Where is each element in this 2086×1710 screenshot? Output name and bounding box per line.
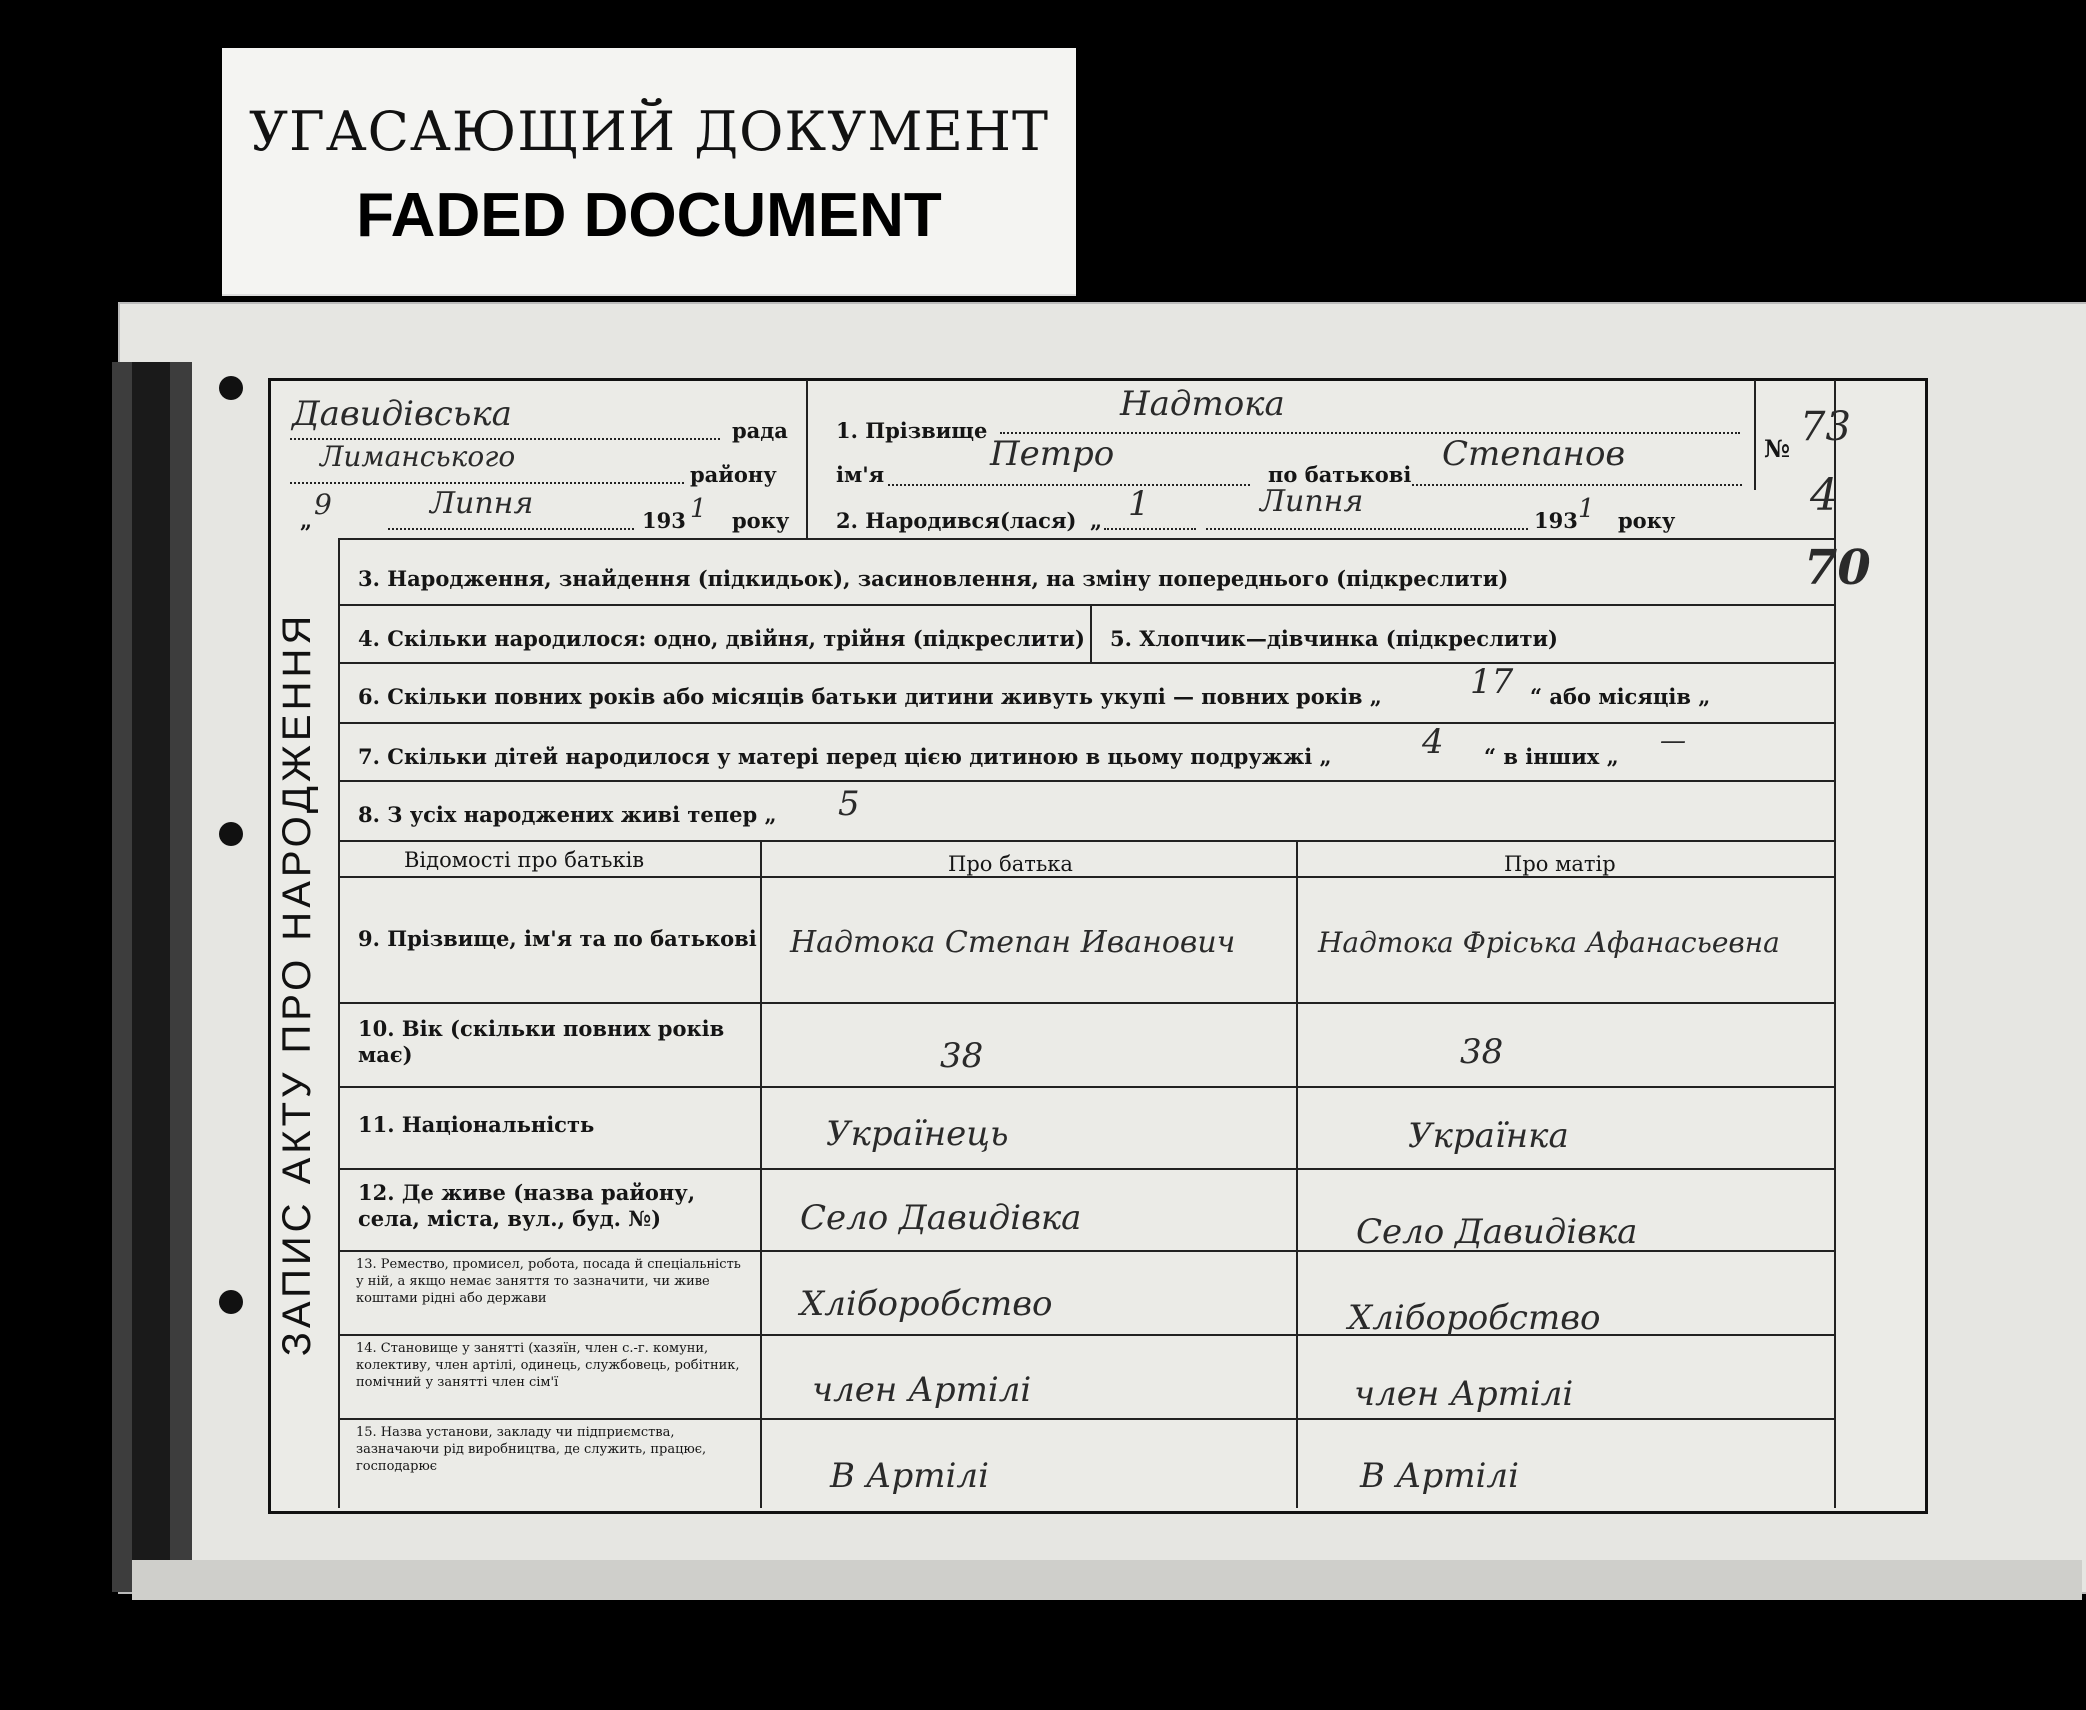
surname-value: Надтока xyxy=(1120,384,1285,424)
number-extra-2: 70 xyxy=(1804,540,1871,596)
month-value: Липня xyxy=(430,486,534,521)
side-title: ЗАПИС АКТУ ПРО НАРОДЖЕННЯ xyxy=(275,611,319,1357)
row-6-tail: “ або місяців „ xyxy=(1530,684,1711,709)
born-label: 2. Народився(лася) xyxy=(836,508,1077,533)
father-residence: Село Давидівка xyxy=(800,1198,1082,1238)
rayon-label: району xyxy=(690,462,777,487)
row-8-text: 8. З усіх народжених живі тепер „ xyxy=(358,802,777,827)
table-col-line xyxy=(1296,840,1298,1508)
born-day: 1 xyxy=(1128,484,1150,524)
table-row-label: 15. Назва установи, закладу чи підприємства, зазначаючи рід виробництва, де служить, працює, господарює xyxy=(356,1425,707,1474)
born-year-digit: 1 xyxy=(1578,494,1595,524)
side-column-line xyxy=(338,538,340,1508)
mother-name: Надтока Фріська Афанасьевна xyxy=(1318,926,1780,959)
patronymic-value: Степанов xyxy=(1442,434,1626,474)
table-row-label: 14. Становище у занятті (хазяїн, член с.-г. комуни, колективу, член артілі, одинець, службовець, робітник, помічний у занятті член сім'ї xyxy=(356,1341,740,1390)
year-prefix: 193 xyxy=(642,508,686,533)
card-spine-edge xyxy=(132,362,170,1592)
row-7-tail-value: — xyxy=(1660,726,1686,756)
table-header-father: Про батька xyxy=(948,852,1073,876)
roku-label: року xyxy=(732,508,790,533)
label-line-russian: УГАСАЮЩИЙ ДОКУМЕНТ xyxy=(248,100,1050,163)
name-line xyxy=(888,484,1250,486)
punch-hole xyxy=(219,376,243,400)
father-nationality: Українець xyxy=(826,1114,1009,1154)
number-value: 73 xyxy=(1800,404,1851,450)
father-workplace: В Артілі xyxy=(830,1456,989,1496)
table-row-line xyxy=(340,1168,1836,1170)
father-age: 38 xyxy=(940,1036,984,1076)
name-value: Петро xyxy=(990,434,1115,474)
row-line xyxy=(340,662,1836,664)
surname-label: 1. Прізвище xyxy=(836,418,988,443)
row-7-text: 7. Скільки дітей народилося у матері перед цією дитиною в цьому подружжі „ xyxy=(358,744,1332,769)
father-occupation: Хліборобство xyxy=(800,1284,1053,1324)
rayon-line xyxy=(290,482,684,484)
table-header-mother: Про матір xyxy=(1504,852,1616,876)
mother-residence: Село Давидівка xyxy=(1356,1212,1638,1252)
father-name: Надтока Степан Иванович xyxy=(790,925,1236,960)
born-month: Липня xyxy=(1260,484,1364,519)
number-box-line xyxy=(1754,380,1756,490)
table-row-line xyxy=(340,1086,1836,1088)
row-line xyxy=(340,722,1836,724)
table-row-label: 12. Де живе (назва району, села, міста, вул., буд. №) xyxy=(358,1180,696,1231)
date-quote: „ xyxy=(300,508,313,533)
table-row-label: 11. Національність xyxy=(358,1112,595,1137)
row-line xyxy=(340,780,1836,782)
day-value: 9 xyxy=(314,488,332,521)
punch-hole xyxy=(219,822,243,846)
mother-nationality: Українка xyxy=(1408,1116,1569,1156)
row-4-text: 4. Скільки народилося: одно, двійня, трійня (підкреслити) xyxy=(358,626,1085,651)
table-row-label: 13. Ремество, промисел, робота, посада й спеціальність у ній, а якщо немає заняття то зазначити, чи живе коштами рідні або держави xyxy=(356,1257,741,1306)
born-month-line xyxy=(1206,528,1528,530)
father-position: член Артілі xyxy=(812,1370,1032,1410)
row-line xyxy=(340,840,1836,842)
table-row-line xyxy=(340,1334,1836,1336)
table-row-label: 9. Прізвище, ім'я та по батькові xyxy=(358,926,757,951)
mother-position: член Артілі xyxy=(1354,1374,1574,1414)
row-8-value: 5 xyxy=(838,784,860,824)
table-row-line xyxy=(340,1002,1836,1004)
header-divider xyxy=(806,380,808,540)
month-line xyxy=(388,528,634,530)
number-extra-1: 4 xyxy=(1810,470,1838,521)
card-bottom-edge xyxy=(132,1560,2082,1600)
mother-occupation: Хліборобство xyxy=(1348,1298,1601,1338)
rada-value: Давидівська xyxy=(292,394,512,434)
mother-age: 38 xyxy=(1460,1032,1504,1072)
rayon-value: Лиманського xyxy=(320,440,516,473)
header-bottom-line xyxy=(340,538,1836,540)
faded-document-label xyxy=(222,48,1076,296)
row-7-value: 4 xyxy=(1422,722,1444,762)
mother-workplace: В Артілі xyxy=(1360,1456,1519,1496)
born-roku: року xyxy=(1618,508,1676,533)
table-col-line xyxy=(760,840,762,1508)
born-day-line xyxy=(1104,528,1196,530)
punch-hole xyxy=(219,1290,243,1314)
row4-divider xyxy=(1090,604,1092,664)
name-label: ім'я xyxy=(836,462,885,487)
row-line xyxy=(340,876,1836,878)
table-row-line xyxy=(340,1418,1836,1420)
born-quote: „ xyxy=(1090,508,1103,533)
table-header-info: Відомості про батьків xyxy=(404,848,645,872)
patronymic-label: по батькові xyxy=(1268,462,1412,487)
row-line xyxy=(340,604,1836,606)
row-7-tail: “ в інших „ xyxy=(1484,744,1619,769)
label-line-english: FADED DOCUMENT xyxy=(356,181,942,250)
table-row-label: 10. Вік (скільки повних років має) xyxy=(358,1016,725,1067)
row-6-value: 17 xyxy=(1470,662,1514,702)
number-label: № xyxy=(1764,434,1791,463)
row-3-text: 3. Народження, знайдення (підкидьок), засиновлення, на зміну попереднього (підкреслити) xyxy=(358,566,1509,591)
born-year-prefix: 193 xyxy=(1534,508,1578,533)
rada-label: рада xyxy=(732,418,788,443)
patronymic-line xyxy=(1412,484,1742,486)
row-6-text: 6. Скільки повних років або місяців батьки дитини живуть укупі — повних років „ xyxy=(358,684,1382,709)
row-5-text: 5. Хлопчик—дівчинка (підкреслити) xyxy=(1110,626,1558,651)
year-digit: 1 xyxy=(690,494,707,524)
